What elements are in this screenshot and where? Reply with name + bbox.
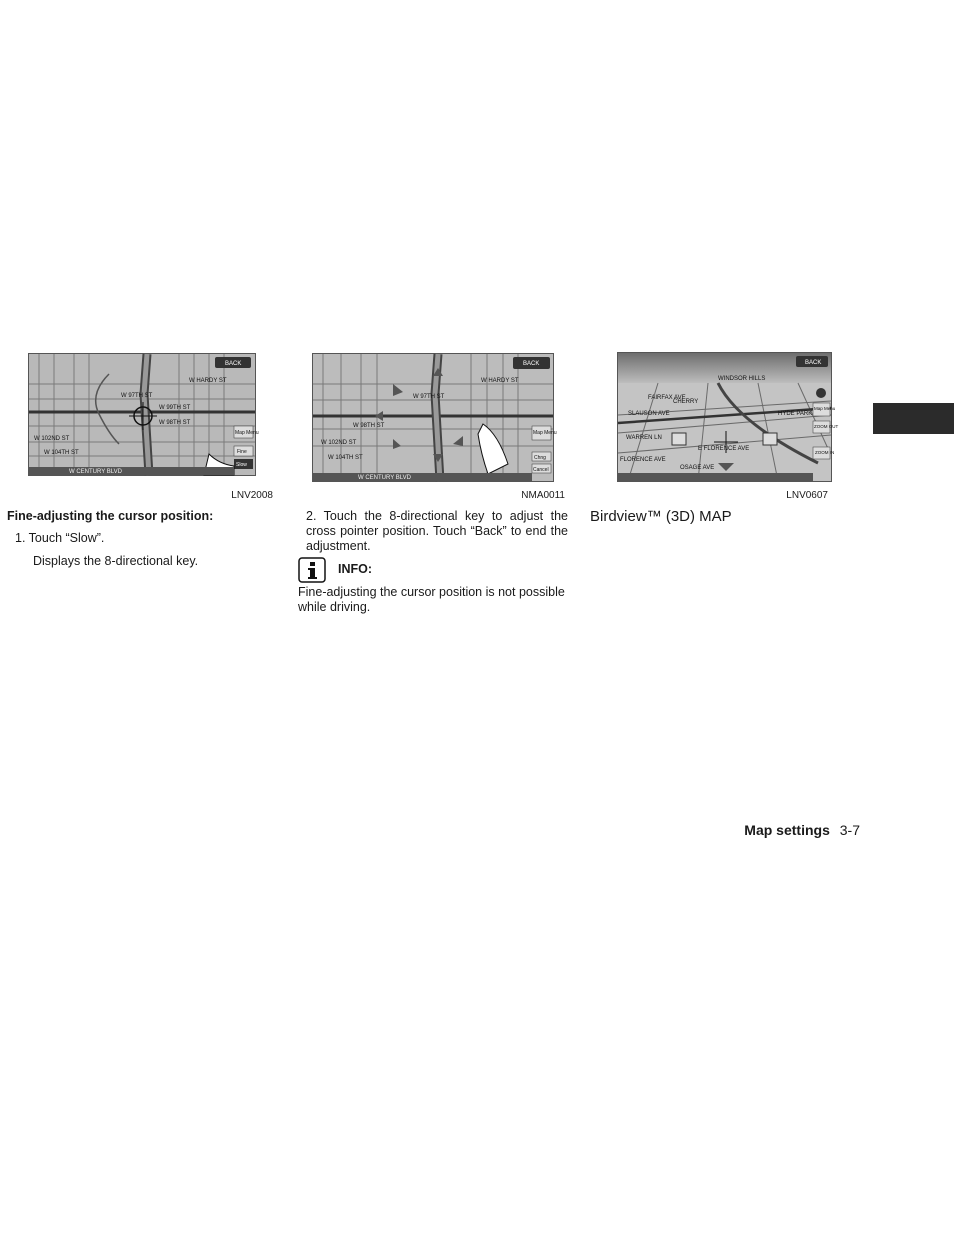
svg-text:W 104TH ST: W 104TH ST: [44, 450, 79, 456]
figure-caption: LNV2008: [231, 490, 273, 501]
svg-text:Slow: Slow: [236, 462, 247, 468]
page-footer: [700, 822, 860, 838]
svg-text:Chng: Chng: [534, 455, 546, 461]
chapter-tab: [873, 403, 954, 434]
svg-text:W 97TH ST: W 97TH ST: [121, 393, 153, 399]
svg-text:W 98TH ST: W 98TH ST: [353, 423, 385, 429]
svg-text:W 102ND ST: W 102ND ST: [321, 440, 357, 446]
svg-text:FAIRFAX AVE: FAIRFAX AVE: [648, 395, 686, 401]
step-1-result: Displays the 8-directional key.: [33, 554, 199, 568]
svg-text:W HARDY ST: W HARDY ST: [481, 378, 519, 384]
info-icon: [298, 557, 326, 583]
figure-caption: NMA0011: [521, 490, 565, 501]
info-text: Fine-adjusting the cursor position is not possible while driving.: [298, 585, 565, 614]
svg-text:FLORENCE AVE: FLORENCE AVE: [620, 457, 666, 463]
svg-text:W 99TH ST: W 99TH ST: [159, 405, 191, 411]
svg-text:ZOOM OUT: ZOOM OUT: [814, 424, 839, 429]
svg-text:WARREN LN: WARREN LN: [626, 435, 662, 441]
svg-text:W 102ND ST: W 102ND ST: [34, 436, 70, 442]
svg-text:HYDE PARK: HYDE PARK: [778, 411, 813, 417]
svg-text:E FLORENCE AVE: E FLORENCE AVE: [698, 446, 750, 452]
svg-text:W 97TH ST: W 97TH ST: [413, 394, 445, 400]
map-figure-lnv0607: [617, 352, 839, 482]
step-1: 1. Touch “Slow”.: [15, 531, 105, 545]
svg-text:Map Menu: Map Menu: [235, 430, 259, 436]
map-screen: [313, 354, 557, 481]
step-2: 2. Touch the 8-directional key to adjust the cross pointer position. Touch “Back” to end the adjustment.: [306, 509, 568, 553]
figure-caption: LNV0607: [786, 490, 828, 501]
svg-text:W CENTURY BLVD: W CENTURY BLVD: [69, 469, 123, 475]
footer-page-number: 3-7: [839, 822, 860, 838]
svg-text:Cancel: Cancel: [533, 467, 549, 473]
svg-text:W HARDY ST: W HARDY ST: [189, 378, 227, 384]
svg-text:W 104TH ST: W 104TH ST: [328, 455, 363, 461]
map-screen: [29, 354, 259, 475]
svg-text:WINDSOR HILLS: WINDSOR HILLS: [718, 376, 766, 382]
info-label: INFO:: [338, 562, 373, 576]
svg-text:Map Menu: Map Menu: [814, 406, 836, 411]
svg-text:BACK: BACK: [523, 361, 540, 367]
map-screen: [618, 353, 839, 481]
svg-text:CHERRY: CHERRY: [673, 399, 699, 405]
section-heading: Fine-adjusting the cursor position:: [7, 509, 214, 523]
svg-text:W CENTURY BLVD: W CENTURY BLVD: [358, 475, 412, 481]
svg-text:BACK: BACK: [805, 360, 822, 366]
svg-text:Map Menu: Map Menu: [533, 430, 557, 436]
svg-text:BACK: BACK: [225, 361, 242, 367]
birdview-heading: Birdview™ (3D) MAP: [590, 508, 732, 525]
svg-text:W 98TH ST: W 98TH ST: [159, 420, 191, 426]
svg-text:OSAGE AVE: OSAGE AVE: [680, 465, 715, 471]
svg-text:SLAUSON AVE: SLAUSON AVE: [628, 411, 670, 417]
svg-text:ZOOM IN: ZOOM IN: [815, 450, 835, 455]
map-figure-nma0011: [312, 353, 557, 482]
footer-section: Map settings: [744, 822, 830, 838]
map-figure-lnv2008: [28, 353, 259, 476]
svg-text:Fine: Fine: [237, 449, 247, 455]
